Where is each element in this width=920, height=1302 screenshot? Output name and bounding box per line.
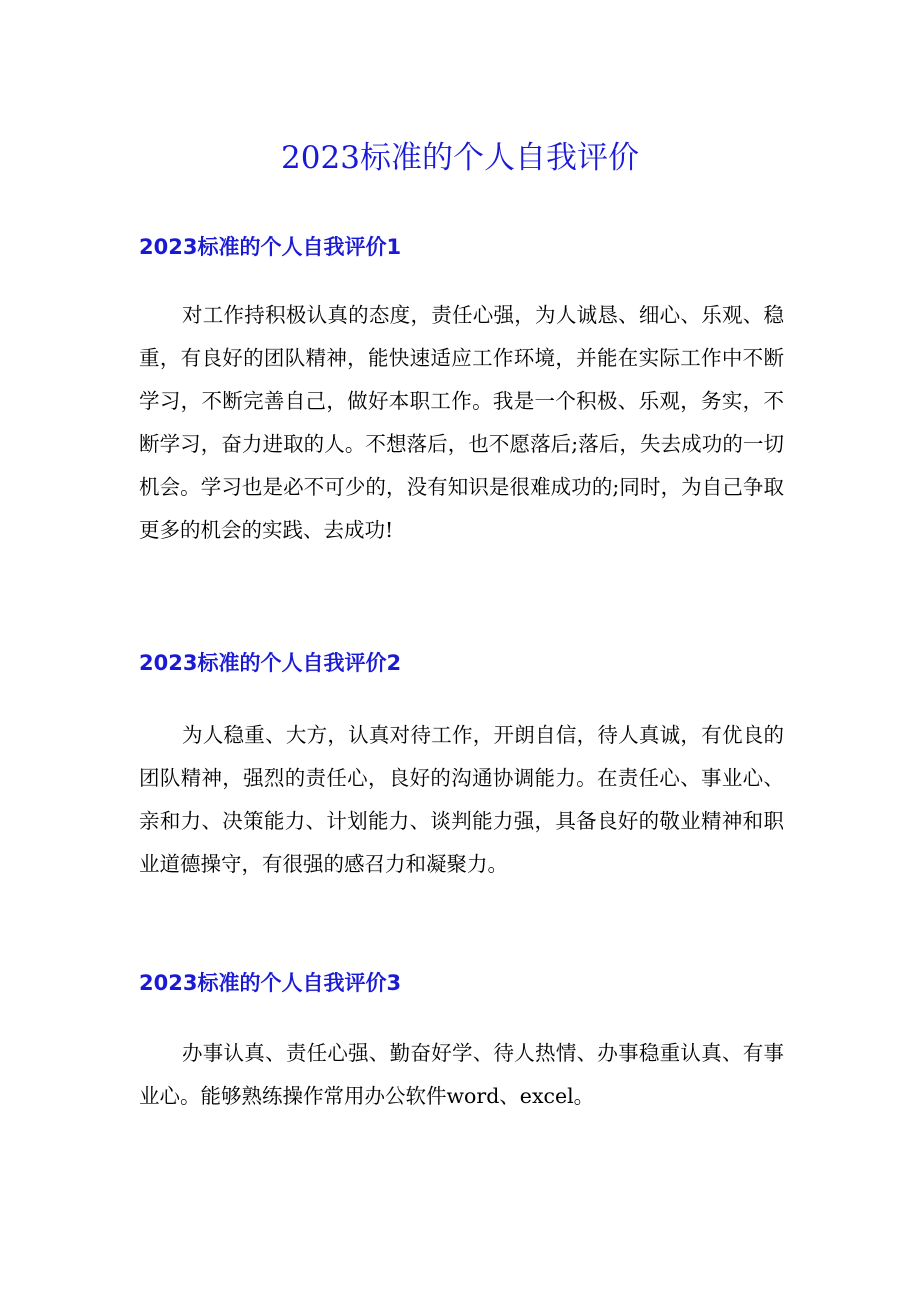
section-heading: 2023标准的个人自我评价3 — [139, 971, 402, 995]
section-paragraph: 办事认真、责任心强、勤奋好学、待人热情、办事稳重认真、有事业心。能够熟练操作常用办公软件word、excel。 — [139, 1041, 784, 1108]
section-heading: 2023标准的个人自我评价2 — [139, 651, 402, 675]
section-2 — [139, 648, 784, 886]
section-1 — [139, 232, 784, 552]
section-paragraph: 为人稳重、大方，认真对待工作，开朗自信，待人真诚，有优良的团队精神，强烈的责任心，良好的沟通协调能力。在责任心、事业心、亲和力、决策能力、计划能力、谈判能力强，具备良好的敬业精神和职业道德操守，有很强的感召力和凝聚力。 — [139, 723, 784, 876]
section-3 — [139, 968, 784, 1118]
document-title: 2023标准的个人自我评价 — [281, 140, 639, 176]
section-heading: 2023标准的个人自我评价1 — [139, 235, 402, 259]
section-paragraph: 对工作持积极认真的态度，责任心强，为人诚恳、细心、乐观、稳重，有良好的团队精神，能快速适应工作环境，并能在实际工作中不断学习，不断完善自己，做好本职工作。我是一个积极、乐观，务实，不断学习，奋力进取的人。不想落后，也不愿落后;落后，失去成功的一切机会。学习也是必不可少的，没有知识是很难成功的;同时，为自己争取更多的机会的实践、去成功! — [139, 303, 784, 542]
